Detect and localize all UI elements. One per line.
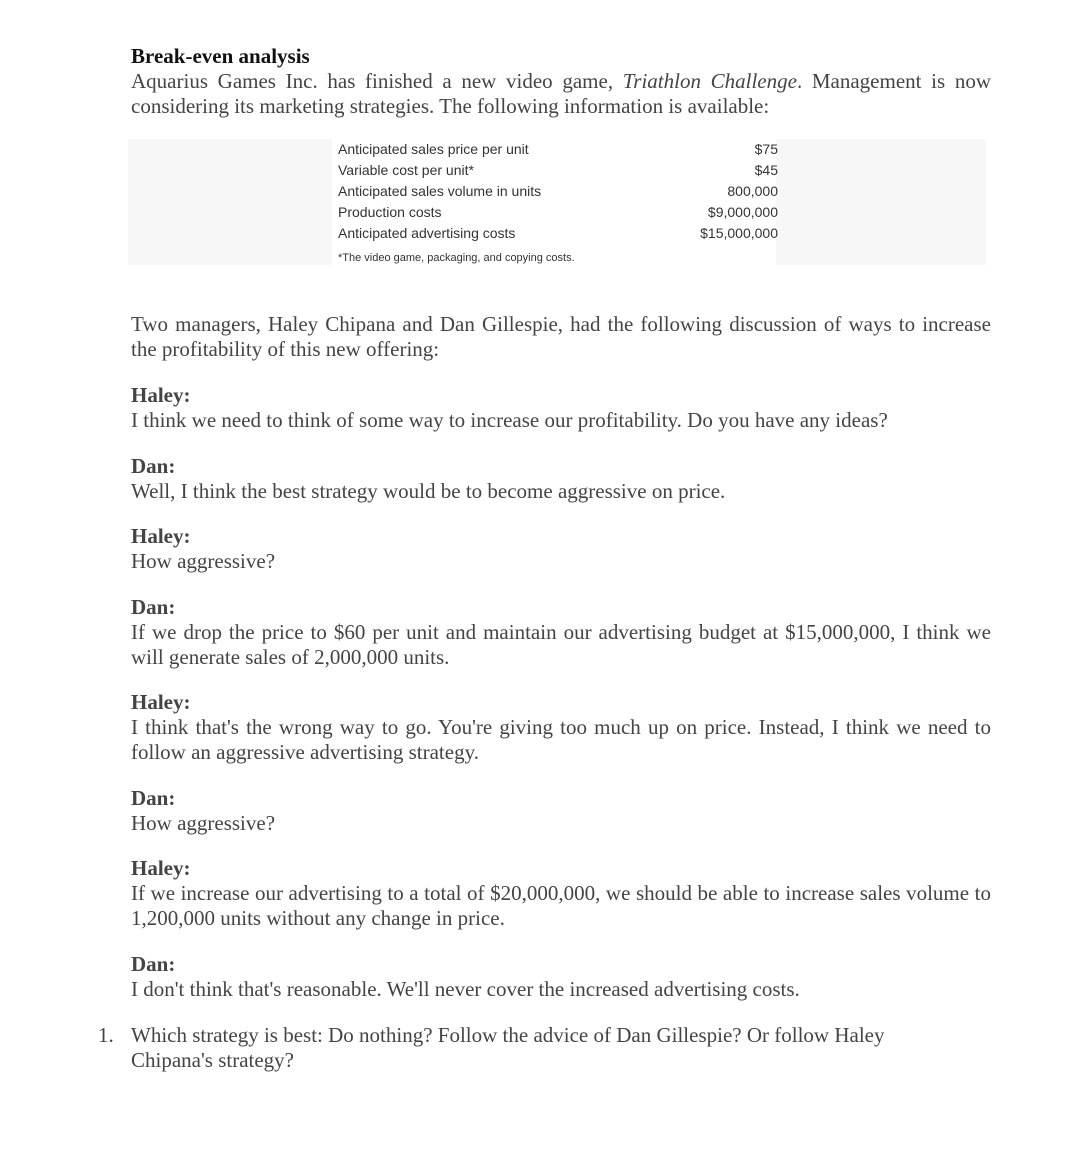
- speaker-name: Dan:: [131, 786, 176, 810]
- info-row-value: 800,000: [727, 183, 778, 199]
- info-row-label: Variable cost per unit*: [338, 162, 474, 178]
- info-row-value: $45: [754, 162, 778, 178]
- game-title: Triathlon Challenge: [622, 69, 797, 93]
- info-row-label: Anticipated sales volume in units: [338, 183, 542, 199]
- info-row-label: Anticipated sales price per unit: [338, 141, 529, 157]
- intro-paragraph: [131, 69, 991, 119]
- dialogue-text: I think that's the wrong way to go. You're giving too much up on price. Instead, I think we need to follow an aggressive advertising strategy.: [131, 715, 991, 764]
- dialogue-text: I don't think that's reasonable. We'll never cover the increased advertising costs.: [131, 977, 800, 1001]
- speaker-name: Haley:: [131, 524, 191, 548]
- question-text: Which strategy is best: Do nothing? Follow the advice of Dan Gillespie? Or follow Haley Chipana's strategy?: [131, 1023, 885, 1072]
- dialogue-entry: [131, 690, 991, 765]
- dialogue-entry: [131, 595, 991, 670]
- info-row-advertising-costs: [338, 223, 778, 244]
- info-table: [128, 139, 986, 265]
- dialogue-entry: [131, 786, 991, 836]
- speaker-name: Haley:: [131, 383, 191, 407]
- info-row-variable-cost: [338, 160, 778, 181]
- speaker-name: Dan:: [131, 952, 176, 976]
- dialogue-text: How aggressive?: [131, 549, 276, 573]
- dialogue-text: I think we need to think of some way to increase our profitability. Do you have any ideas?: [131, 408, 888, 432]
- discussion-intro: Two managers, Haley Chipana and Dan Gillespie, had the following discussion of ways to increase the profitability of this new offering:: [131, 312, 991, 361]
- dialogue-text: Well, I think the best strategy would be to become aggressive on price.: [131, 479, 726, 503]
- dialogue-entry: [131, 856, 991, 931]
- info-row-production-costs: [338, 202, 778, 223]
- speaker-name: Dan:: [131, 595, 176, 619]
- speaker-name: Dan:: [131, 454, 176, 478]
- dialogue-text: If we increase our advertising to a total of $20,000,000, we should be able to increase sales volume to 1,200,000 units without any change in price.: [131, 881, 991, 930]
- intro-text-before: Aquarius Games Inc. has finished a new video game,: [131, 69, 623, 93]
- speaker-name: Haley:: [131, 690, 191, 714]
- document-page: [98, 44, 991, 1072]
- dialogue-entry: [131, 524, 991, 574]
- info-row-value: $15,000,000: [700, 225, 778, 241]
- info-row-label: Production costs: [338, 204, 442, 220]
- dialogue-entry: [131, 952, 991, 1002]
- dialogue-text: How aggressive?: [131, 811, 276, 835]
- table-footnote: *The video game, packaging, and copying costs.: [338, 252, 575, 264]
- info-row-sales-volume: [338, 181, 778, 202]
- intro-text-after: . Management is now considering its marketing strategies. The following information is available:: [131, 69, 991, 118]
- info-row-label: Anticipated advertising costs: [338, 225, 516, 241]
- info-row-value: $75: [754, 141, 778, 157]
- dialogue-entry: [131, 383, 991, 433]
- speaker-name: Haley:: [131, 856, 191, 880]
- document-title: Break-even analysis: [131, 44, 310, 68]
- question-number: 1.: [98, 1023, 114, 1047]
- info-row-price: [338, 139, 778, 160]
- dialogue-entry: [131, 454, 991, 504]
- dialogue-text: If we drop the price to $60 per unit and maintain our advertising budget at $15,000,000, I think we will generate sales of 2,000,000 units.: [131, 620, 991, 669]
- info-row-value: $9,000,000: [707, 204, 778, 220]
